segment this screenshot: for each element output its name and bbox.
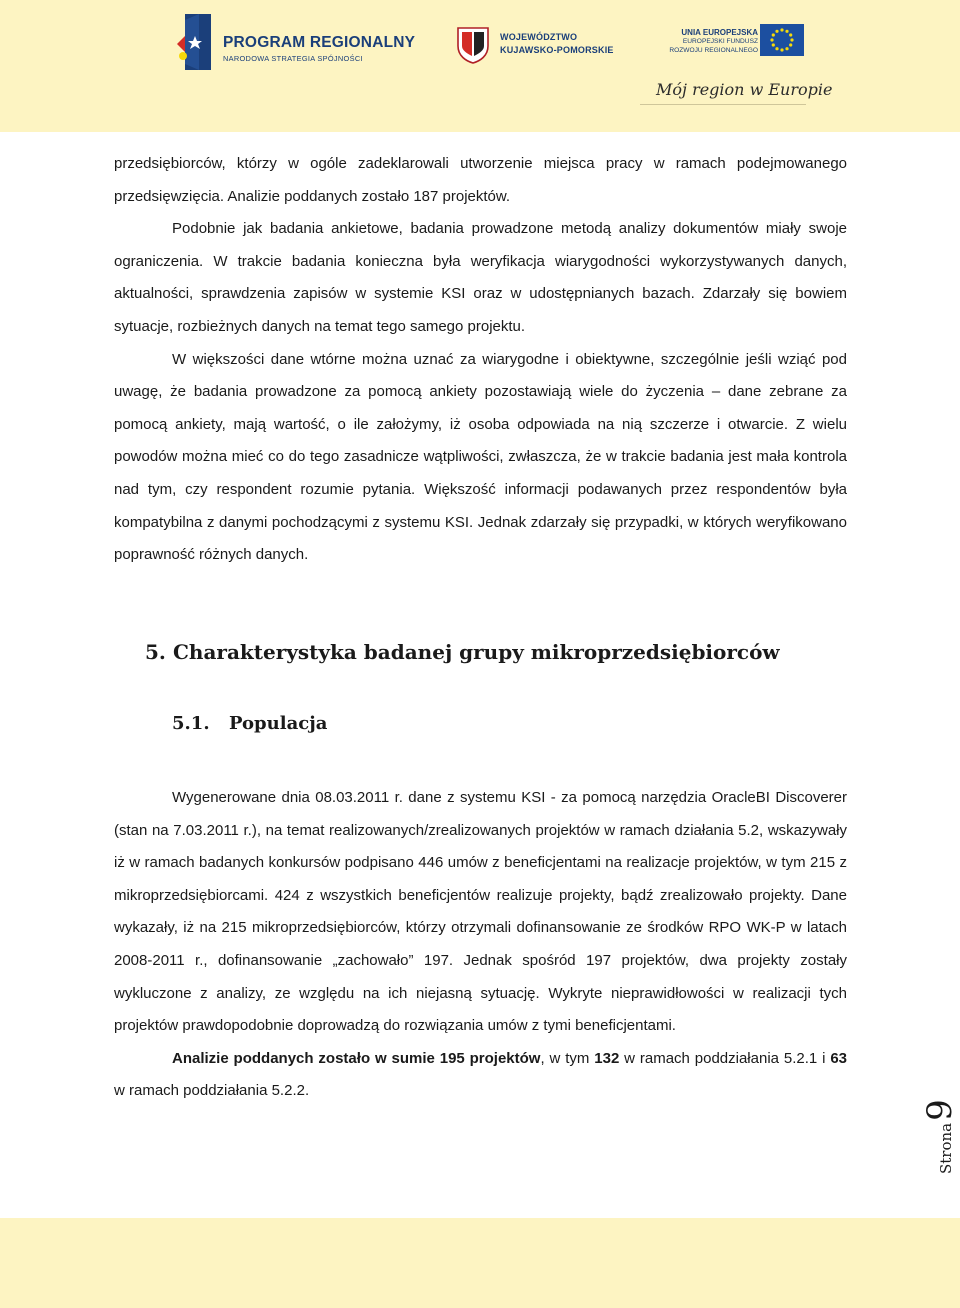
subsection-number: 5.1. bbox=[172, 713, 210, 734]
p5-text-1: , w tym bbox=[540, 1049, 595, 1067]
body-text bbox=[114, 148, 847, 572]
section-number: 5. bbox=[145, 640, 166, 664]
paragraph-1: przedsiębiorców, którzy w ogóle zadeklarowali utworzenie miejsca pracy w ramach podejmowanego przedsięwzięcia. Analizie poddanych zostało 187 projektów. bbox=[114, 155, 847, 205]
region-name-line2: KUJAWSKO-POMORSKIE bbox=[500, 45, 614, 55]
program-regionalny-logo bbox=[175, 14, 416, 76]
p5-text-3: w ramach poddziałania 5.2.2. bbox=[114, 1082, 310, 1100]
slogan-divider bbox=[640, 104, 806, 105]
page-header-band bbox=[0, 0, 960, 132]
emphasis-count-522: 63 bbox=[830, 1049, 847, 1067]
slogan: Mój region w Europie bbox=[656, 80, 833, 99]
program-subtitle: NARODOWA STRATEGIA SPÓJNOŚCI bbox=[223, 54, 363, 63]
region-crest-icon bbox=[456, 26, 490, 64]
page-number bbox=[920, 1099, 960, 1174]
emphasis-total: Analizie poddanych zostało w sumie 195 projektów bbox=[172, 1049, 541, 1067]
program-regionalny-emblem-icon bbox=[175, 14, 213, 72]
eu-logo bbox=[650, 24, 810, 68]
page-number-value: 9 bbox=[920, 1099, 960, 1121]
page-number-area bbox=[910, 1100, 960, 1180]
eu-line1: UNIA EUROPEJSKA bbox=[681, 28, 758, 37]
eu-line3: ROZWOJU REGIONALNEGO bbox=[669, 47, 758, 54]
eu-line2: EUROPEJSKI FUNDUSZ bbox=[682, 38, 758, 45]
subsection-heading bbox=[172, 713, 327, 734]
program-title: PROGRAM REGIONALNY bbox=[223, 34, 416, 51]
paragraph-3: W większości dane wtórne można uznać za wiarygodne i obiektywne, szczególnie jeśli wziąć pod uwagę, że badania prowadzone za pomocą ankiety pozostawiają wiele do życzenia – dane zebrane za pomocą ankiety, mają wartość, o ile założymy, iż osoba odpowiada na nią szczerze i otwarcie. Z wielu powodów można mieć co do tego zasadnicze wątpliwości, zwłaszcza, że w trakcie badania jest mała kontrola nad tym, czy respondent rozumie pytania. Większość informacji podawanych przez respondentów była kompatybilna z danymi pochodzącymi z systemu KSI. Jednak zdarzały się przypadki, w których weryfikowano poprawność różnych danych. bbox=[114, 350, 847, 564]
paragraph-2: Podobnie jak badania ankietowe, badania prowadzone metodą analizy dokumentów miały swoje ograniczenia. W trakcie badania konieczna była weryfikacja wiarygodności wykorzystywanych danych, aktualności, sprawdzenia zapisów w systemie KSI oraz w udostępnianych bazach. Zdarzały się bowiem sytuacje, rozbieżnych danych na temat tego samego projektu. bbox=[114, 220, 847, 335]
p5-text-2: w ramach poddziałania 5.2.1 i bbox=[619, 1049, 831, 1067]
section-title: Charakterystyka badanej grupy mikroprzedsiębiorców bbox=[173, 640, 780, 664]
page-footer-band bbox=[0, 1218, 960, 1308]
eu-text bbox=[669, 28, 758, 55]
paragraph-4: Wygenerowane dnia 08.03.2011 r. dane z systemu KSI - za pomocą narzędzia OracleBI Discoverer (stan na 7.03.2011 r.), na temat realizowanych/zrealizowanych projektów w ramach działania 5.2, wskazywały iż w ramach badanych konkursów podpisano 446 umów z beneficjentami na realizacje projektów, w tym 215 z mikroprzedsiębiorcami. 424 z wszystkich beneficjentów realizuje projekty, bądź zrealizowało projekty. Dane wykazały, iż na 215 mikroprzedsiębiorców, którzy otrzymali dofinansowanie ze środków RPO WK-P w latach 2008-2011 r., dofinansowanie „zachowało” 197. Jednak spośród 197 projektów, dwa projekty zostały wykluczone z analizy, ze względu na ich niejasną sytuację. Wykryte nieprawidłowości w realizacji tych projektów prawdopodobnie doprowadzą do rozwiązania umów z tymi beneficjentami. bbox=[114, 789, 847, 1035]
section-body bbox=[114, 782, 847, 1108]
section-heading bbox=[145, 640, 780, 664]
emphasis-count-521: 132 bbox=[594, 1049, 620, 1067]
region-logo bbox=[456, 26, 616, 66]
eu-flag-icon bbox=[760, 24, 804, 56]
page-label: Strona bbox=[937, 1122, 955, 1174]
subsection-title: Populacja bbox=[229, 713, 328, 734]
region-name-line1: WOJEWÓDZTWO bbox=[500, 32, 578, 42]
paragraph-5 bbox=[114, 1043, 847, 1108]
